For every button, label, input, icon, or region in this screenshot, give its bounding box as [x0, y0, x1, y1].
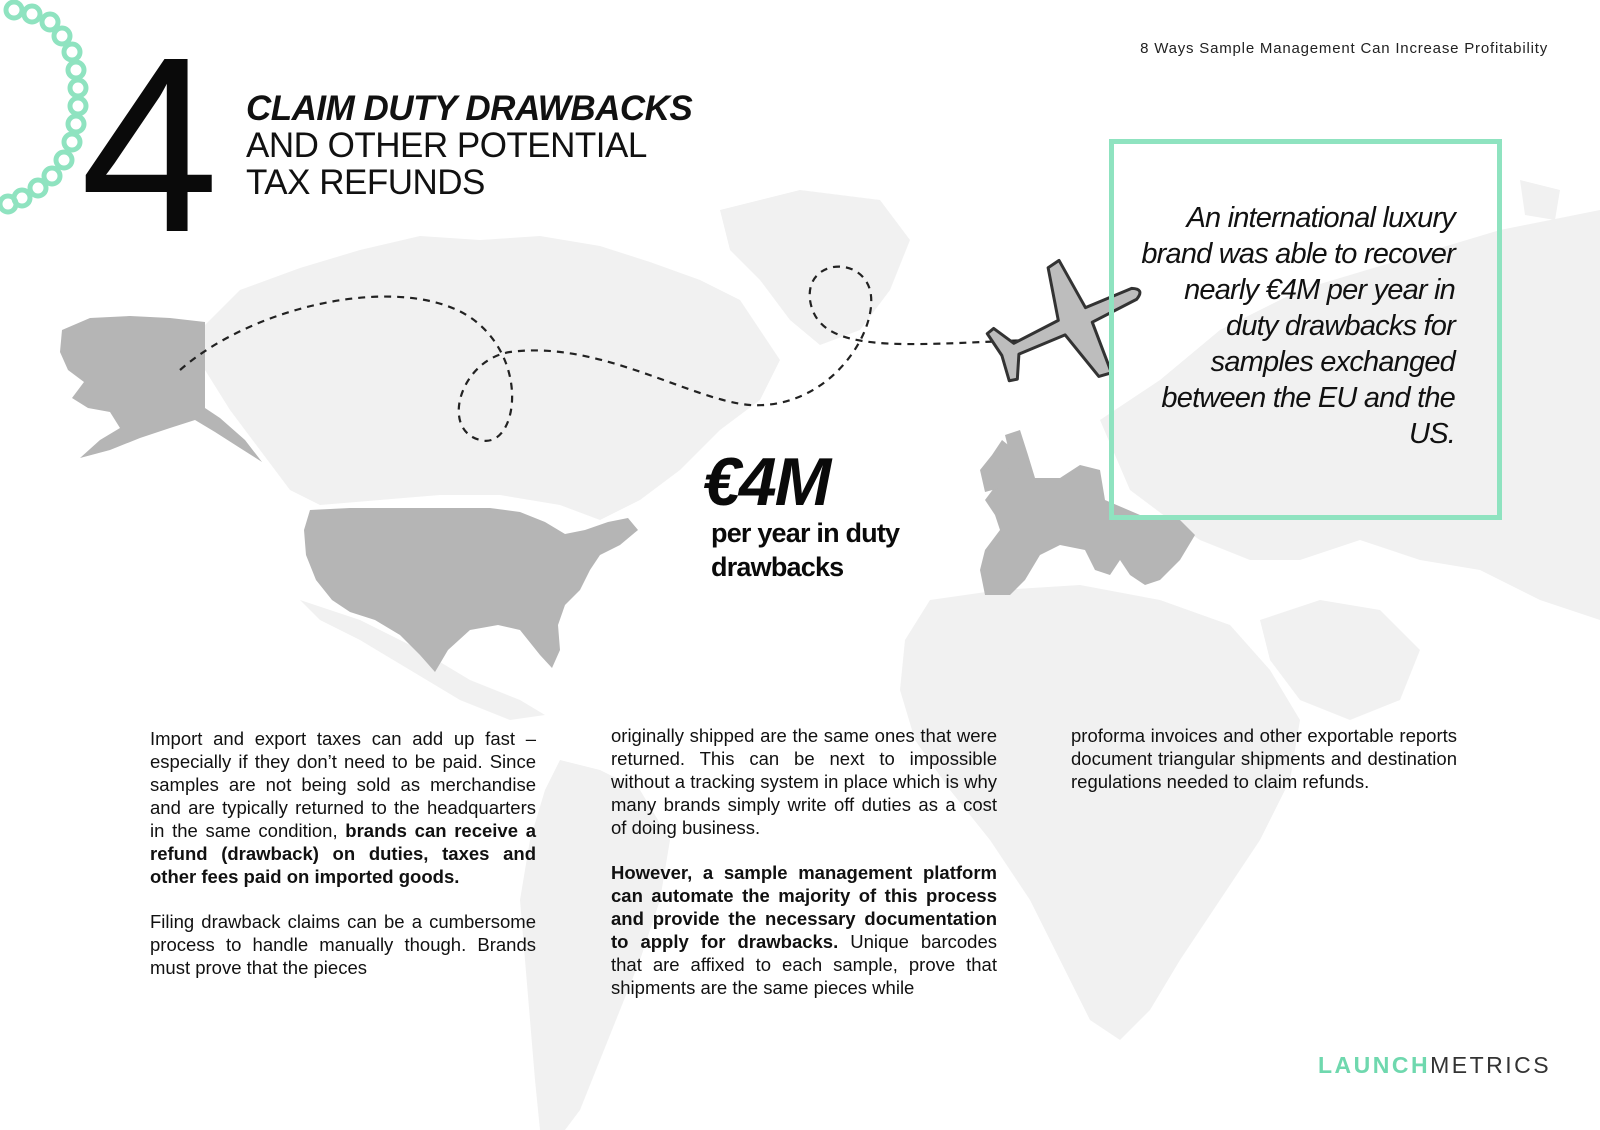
- col3-paragraph-1: proforma invoices and other exportable reports document triangular shipments and destination regulations needed to claim refunds.: [1071, 725, 1457, 792]
- col1-p1-text: Import and export taxes can add up fast – especially if they don’t need to be paid. Since samples are not being sold as merchandise and are typically returned to the headquarters in the same condition,: [150, 728, 536, 841]
- body-column-2: [611, 724, 997, 1021]
- body-column-1: [150, 727, 536, 1001]
- callout-box: [1109, 139, 1502, 520]
- logo-launch: LAUNCH: [1318, 1052, 1431, 1078]
- col1-paragraph-1: [150, 727, 536, 888]
- body-column-3: [1071, 724, 1457, 815]
- stat-caption: per year in duty drawbacks: [711, 518, 900, 582]
- stat-value: €4M: [703, 444, 830, 520]
- col2-p2-text: Unique barcodes that are affixed to each sample, prove that shipments are the same pieces while: [611, 931, 997, 998]
- col2-paragraph-2: [611, 861, 997, 999]
- launchmetrics-logo: [1318, 1052, 1551, 1079]
- section-number: 4: [80, 5, 214, 284]
- logo-metrics: METRICS: [1430, 1052, 1552, 1078]
- usa-region: [304, 508, 638, 672]
- callout-quote: An international luxury brand was able to recover nearly €4M per year in duty drawbacks for samples exchanged between the EU and the US.: [1141, 202, 1455, 450]
- col2-p2-bold: However, a sample management platform can automate the majority of this process and provide the necessary documentation to apply for drawbacks.: [611, 862, 997, 952]
- col1-p1-bold: brands can receive a refund (drawback) on duties, taxes and other fees paid on imported goods.: [150, 820, 536, 887]
- document-title: 8 Ways Sample Management Can Increase Profitability: [1140, 40, 1548, 57]
- col1-paragraph-2: Filing drawback claims can be a cumbersome process to handle manually though. Brands must prove that the pieces: [150, 911, 536, 978]
- section-title-line2: AND OTHER POTENTIAL: [246, 126, 647, 165]
- section-title-line3: TAX REFUNDS: [246, 163, 485, 202]
- col2-paragraph-1: originally shipped are the same ones that were returned. This can be next to impossible without a tracking system in place which is why many brands simply write off duties as a cost of doing business.: [611, 725, 997, 838]
- section-title: [246, 90, 692, 201]
- section-title-line1: CLAIM DUTY DRAWBACKS: [246, 89, 693, 128]
